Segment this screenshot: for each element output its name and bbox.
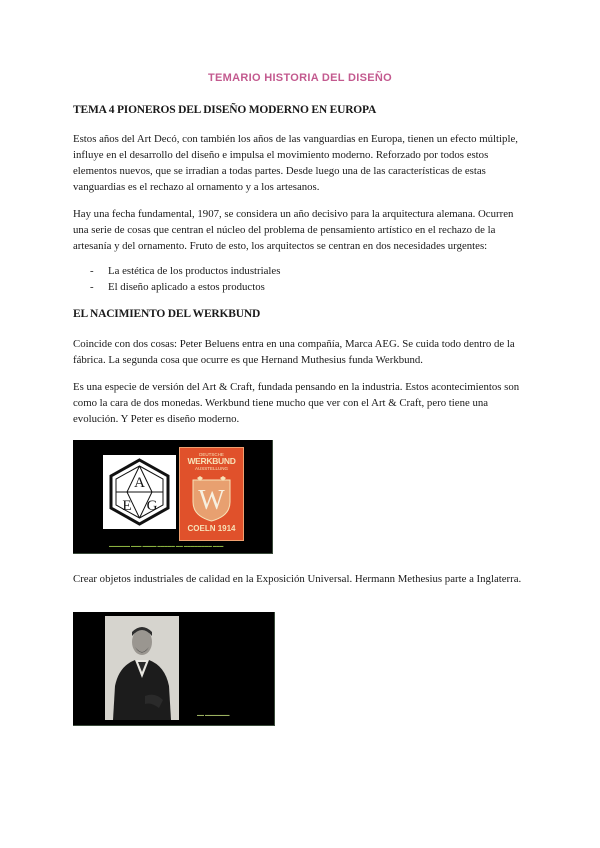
needs-list <box>90 263 280 295</box>
poster-main-text: WERKBUND <box>187 456 236 466</box>
poster-w-letter: W <box>198 485 225 516</box>
aeg-werkbund-figure <box>73 440 273 554</box>
list-item: - La estética de los productos industriales <box>90 263 280 279</box>
section-heading: TEMA 4 PIONEROS DEL DISEÑO MODERNO EN EUROPA <box>73 104 377 116</box>
aeg-logo <box>103 455 176 529</box>
portrait-figure <box>73 612 275 726</box>
aeg-hexagon-logo <box>108 458 171 526</box>
list-item: - El diseño aplicado a estos productos <box>90 279 280 295</box>
paragraph-exposicion: Crear objetos industriales de calidad en la Exposición Universal. Hermann Methesius parte a Inglaterra. <box>73 573 522 585</box>
poster-sub-text: AUSSTELLUNG <box>194 466 228 471</box>
portrait-photo <box>105 616 179 720</box>
werkbund-subheading: EL NACIMIENTO DEL WERKBUND <box>73 308 261 320</box>
poster-top-text: DEUTSCHE <box>199 452 224 457</box>
werkbund-poster <box>179 447 244 541</box>
paragraph-art-deco: Estos años del Art Decó, con también los años de las vanguardias en Europa, tienen un efecto múltiple, influye en el desarrollo del diseño e impulsa el movimiento moderno. Reforzado por todos estos elementos nuevos, que se irradian a todas partes. Desde luego una de las características de estas vanguardias es el rechazo al ornamento y a los artesanos. <box>73 133 518 193</box>
aeg-letter-g: G <box>146 498 158 514</box>
poster-emblem <box>191 476 232 522</box>
paragraph-1907: Hay una fecha fundamental, 1907, se considera un año decisivo para la arquitectura alemana. Ocurren una serie de cosas que centran el núcleo del problema de pensamiento artístico en el rechazo de la artesanía y del ornamento. Fruto de esto, los arquitectos se centran en dos necesidades urgentes: <box>73 208 514 252</box>
aeg-letter-e: E <box>122 498 132 514</box>
figure-caption-decoration: ▬▬▬▬▬▬ ▬▬▬ ▬▬▬▬ ▬▬▬▬▬ ▬▬ ▬▬▬▬▬▬▬▬ ▬▬▬ <box>109 544 224 548</box>
poster-footer-text: COELN 1914 <box>187 524 236 533</box>
paragraph-coincide: Coincide con dos cosas: Peter Beluens entra en una compañía, Marca AEG. Se cuida todo dentro de la fábrica. La segunda cosa que ocurre es que Hernand Muthesius funda Werkbund. <box>73 338 515 366</box>
document-title: TEMARIO HISTORIA DEL DISEÑO <box>208 72 392 84</box>
figure-caption-decoration: ▬▬ ▬▬▬▬▬▬▬ <box>197 713 230 717</box>
poster-header <box>184 451 239 472</box>
man-portrait-icon <box>105 616 179 720</box>
paragraph-art-craft: Es una especie de versión del Art & Craft, fundada pensando en la industria. Estos acontecimientos son como la cara de dos monedas. Werkbund tiene mucho que ver con el Art & Craft, pero tiene una evolución. Y Peter es diseño moderno. <box>73 381 520 425</box>
aeg-letter-a: A <box>134 475 145 491</box>
